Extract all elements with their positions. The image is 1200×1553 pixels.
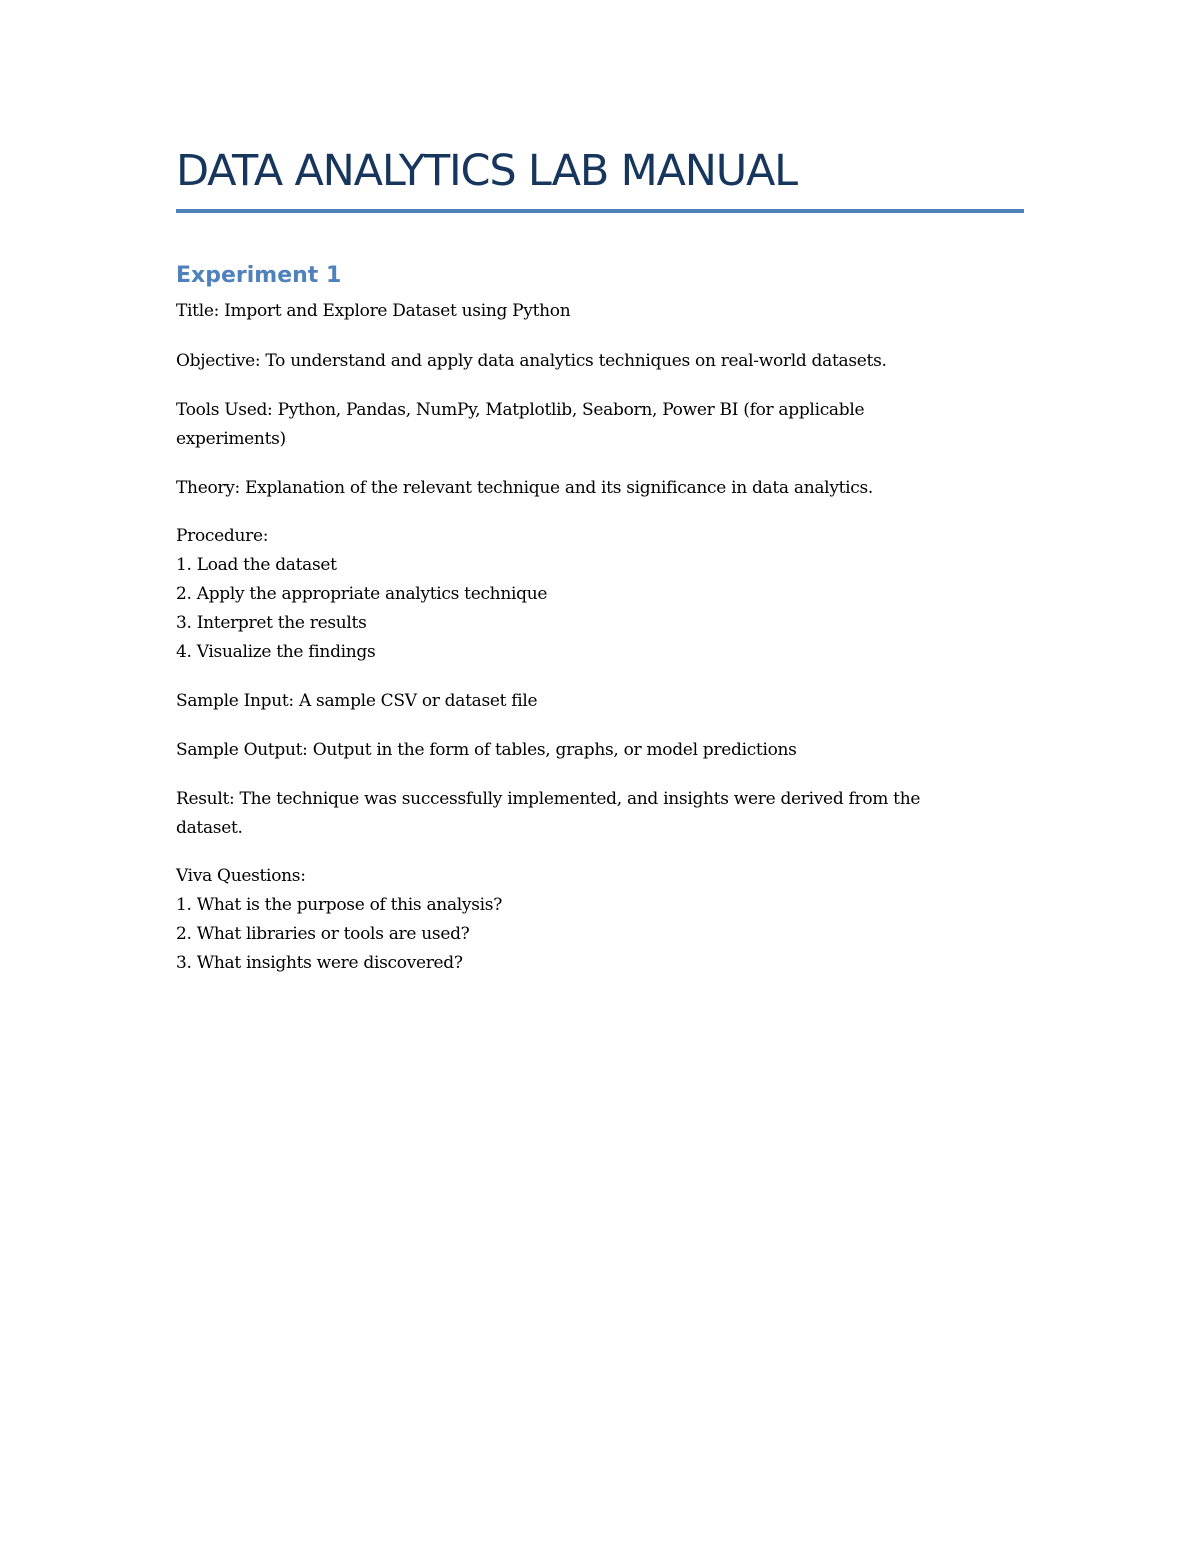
result-line-1: Result: The technique was successfully implemented, and insights were derived from the [176,789,921,809]
sample-output-line: Sample Output: Output in the form of tables, graphs, or model predictions [176,740,797,760]
theory-line: Theory: Explanation of the relevant technique and its significance in data analytics. [176,478,874,498]
procedure-step: 4. Visualize the findings [176,642,376,662]
viva-question: 1. What is the purpose of this analysis? [176,895,503,915]
document-title: DATA ANALYTICS LAB MANUAL [176,146,797,196]
title-underline-rule [176,209,1024,213]
experiment-title-line: Title: Import and Explore Dataset using Python [176,301,571,321]
viva-label: Viva Questions: [176,866,306,886]
tools-line-1: Tools Used: Python, Pandas, NumPy, Matplotlib, Seaborn, Power BI (for applicable [176,400,865,420]
viva-question: 3. What insights were discovered? [176,953,463,973]
procedure-step: 2. Apply the appropriate analytics technique [176,584,548,604]
result-line-2: dataset. [176,818,243,838]
sample-input-line: Sample Input: A sample CSV or dataset file [176,691,538,711]
objective-line: Objective: To understand and apply data analytics techniques on real-world datasets. [176,351,887,371]
procedure-step: 3. Interpret the results [176,613,367,633]
experiment-heading: Experiment 1 [176,263,342,288]
procedure-step: 1. Load the dataset [176,555,337,575]
procedure-label: Procedure: [176,526,269,546]
viva-question: 2. What libraries or tools are used? [176,924,470,944]
tools-line-2: experiments) [176,429,286,449]
